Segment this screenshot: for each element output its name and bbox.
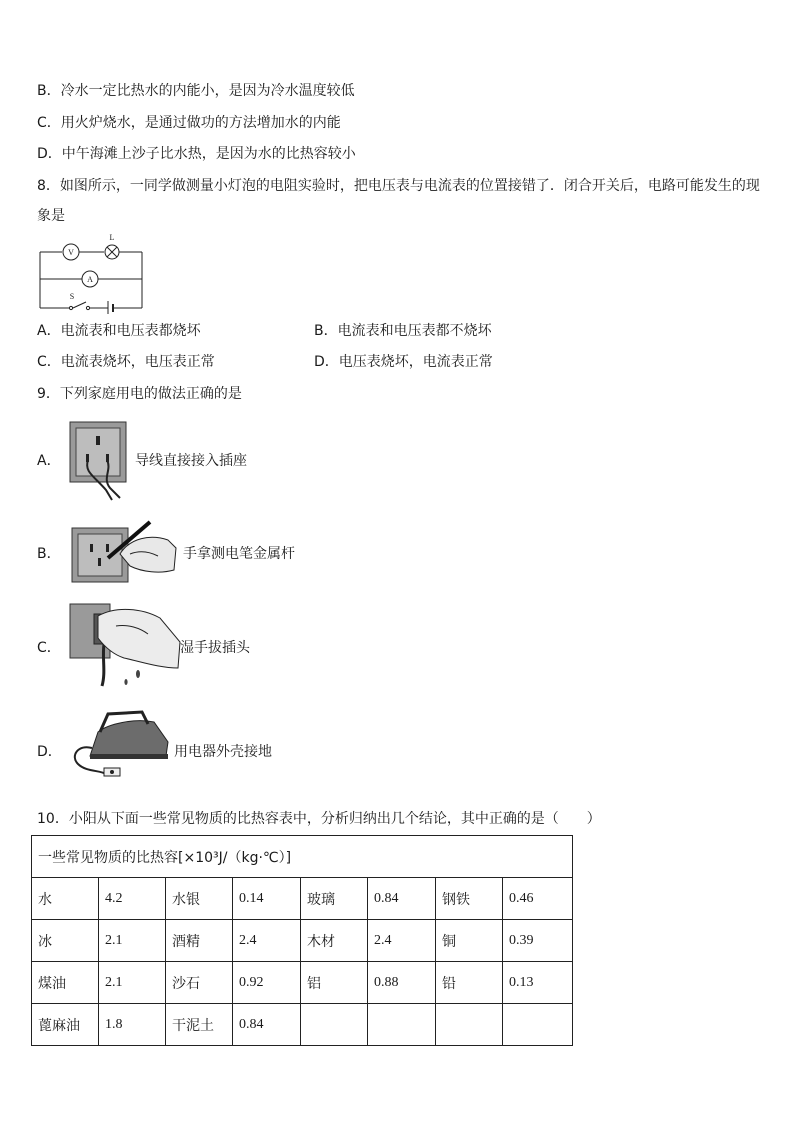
q9-option-c-letter: C． bbox=[37, 640, 61, 656]
value-cell: 0.84 bbox=[368, 878, 436, 920]
substance-cell: 铅 bbox=[436, 962, 503, 1004]
outlet-wire-icon bbox=[66, 418, 132, 508]
wet-hand-plug-icon bbox=[68, 602, 184, 692]
q9-option-a-caption: 导线直接接入插座 bbox=[135, 453, 247, 469]
voltmeter-label: V bbox=[68, 248, 74, 257]
table-title: 一些常见物质的比热容[×10³J/（kg·℃）] bbox=[32, 836, 573, 878]
q9-option-b-letter: B． bbox=[37, 546, 61, 562]
value-cell: 0.88 bbox=[368, 962, 436, 1004]
substance-cell bbox=[301, 1004, 368, 1046]
substance-cell: 水银 bbox=[166, 878, 233, 920]
q9-option-d-letter: D． bbox=[37, 744, 62, 760]
substance-cell bbox=[436, 1004, 503, 1046]
value-cell: 0.13 bbox=[503, 962, 573, 1004]
substance-cell: 沙石 bbox=[166, 962, 233, 1004]
q7-option-b: B．冷水一定比热水的内能小，是因为冷水温度较低 bbox=[37, 83, 355, 99]
substance-cell: 木材 bbox=[301, 920, 368, 962]
q9-option-b-caption: 手拿测电笔金属杆 bbox=[183, 546, 295, 562]
value-cell: 2.4 bbox=[233, 920, 301, 962]
ammeter-label: A bbox=[87, 275, 93, 284]
table-row bbox=[32, 962, 573, 1004]
value-cell: 0.92 bbox=[233, 962, 301, 1004]
substance-cell: 冰 bbox=[32, 920, 99, 962]
q8-option-d: D．电压表烧坏，电流表正常 bbox=[314, 354, 493, 370]
q8-circuit-diagram bbox=[36, 228, 148, 318]
substance-cell: 蓖麻油 bbox=[32, 1004, 99, 1046]
substance-cell: 干泥土 bbox=[166, 1004, 233, 1046]
value-cell bbox=[503, 1004, 573, 1046]
test-pen-hand-icon bbox=[70, 514, 180, 590]
q9-stem: 9．下列家庭用电的做法正确的是 bbox=[37, 386, 242, 402]
substance-cell: 钢铁 bbox=[436, 878, 503, 920]
value-cell bbox=[368, 1004, 436, 1046]
q9-option-c-caption: 湿手拔插头 bbox=[180, 640, 250, 656]
substance-cell: 水 bbox=[32, 878, 99, 920]
value-cell: 2.1 bbox=[99, 920, 166, 962]
specific-heat-table bbox=[31, 835, 573, 1046]
switch-label: S bbox=[69, 292, 75, 301]
q8-option-a: A．电流表和电压表都烧坏 bbox=[37, 323, 201, 339]
substance-cell: 煤油 bbox=[32, 962, 99, 1004]
q8-option-b: B．电流表和电压表都不烧坏 bbox=[314, 323, 492, 339]
iron-grounded-icon bbox=[64, 708, 172, 782]
value-cell: 0.14 bbox=[233, 878, 301, 920]
q8-stem-line1: 8．如图所示，一同学做测量小灯泡的电阻实验时，把电压表与电流表的位置接错了．闭合开关后，电路可能发生的现 bbox=[37, 178, 760, 194]
table-row bbox=[32, 1004, 573, 1046]
substance-cell: 铝 bbox=[301, 962, 368, 1004]
substance-cell: 玻璃 bbox=[301, 878, 368, 920]
value-cell: 2.1 bbox=[99, 962, 166, 1004]
q7-option-c: C．用火炉烧水，是通过做功的方法增加水的内能 bbox=[37, 115, 341, 131]
q9-option-a-letter: A． bbox=[37, 453, 61, 469]
q8-stem-line2: 象是 bbox=[37, 208, 65, 224]
substance-cell: 铜 bbox=[436, 920, 503, 962]
value-cell: 0.39 bbox=[503, 920, 573, 962]
value-cell: 0.46 bbox=[503, 878, 573, 920]
q9-option-d-caption: 用电器外壳接地 bbox=[174, 744, 272, 760]
value-cell: 4.2 bbox=[99, 878, 166, 920]
q7-option-d: D．中午海滩上沙子比水热，是因为水的比热容较小 bbox=[37, 146, 356, 162]
substance-cell: 酒精 bbox=[166, 920, 233, 962]
value-cell: 0.84 bbox=[233, 1004, 301, 1046]
value-cell: 2.4 bbox=[368, 920, 436, 962]
q10-stem: 10．小阳从下面一些常见物质的比热容表中，分析归纳出几个结论，其中正确的是（ ） bbox=[37, 811, 601, 827]
q8-option-c: C．电流表烧坏，电压表正常 bbox=[37, 354, 215, 370]
table-row bbox=[32, 920, 573, 962]
lamp-label: L bbox=[109, 233, 115, 242]
table-row bbox=[32, 878, 573, 920]
value-cell: 1.8 bbox=[99, 1004, 166, 1046]
